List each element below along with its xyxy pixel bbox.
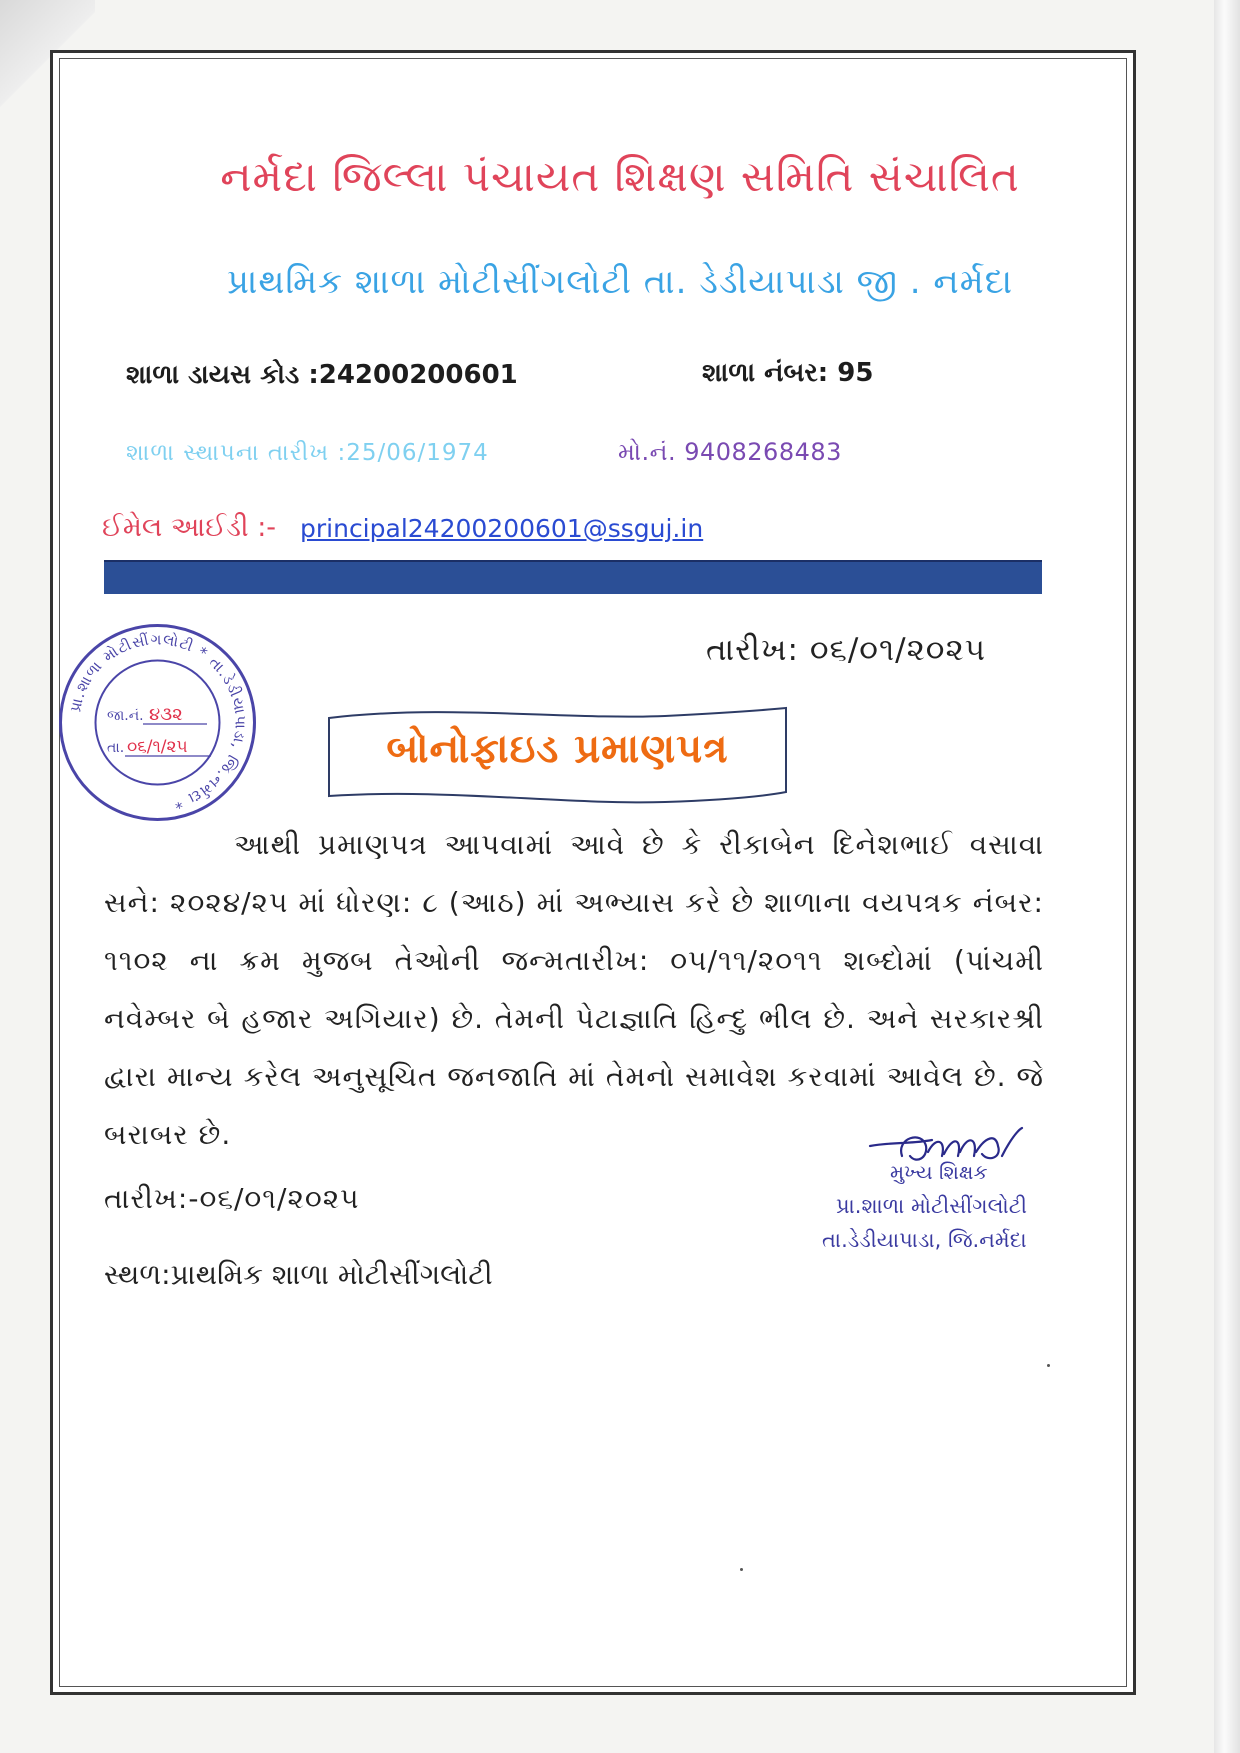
dise-code: શાળા ડાયસ કોડ :24200200601 <box>126 360 518 390</box>
stamp-date-label: તા. <box>107 740 125 756</box>
scan-speck <box>1047 1364 1050 1367</box>
established-date: શાળા સ્થાપના તારીખ :25/06/1974 <box>126 440 489 466</box>
stamp-date-value: ૦૬/૧/૨૫ <box>127 737 188 757</box>
stamp-ring-text: પ્રા.શાળા મોટીસીંગલોટી * તા.ડેડીયાપાડા, જિ.નર્મદા * <box>66 630 250 813</box>
header-divider-bar <box>104 560 1042 594</box>
mobile-number: મો.નં. 9408268483 <box>618 438 842 466</box>
stamp-inward-number: ૪૩૨ <box>149 704 183 725</box>
certificate-date: તારીખ: ૦૬/૦૧/૨૦૨૫ <box>706 632 987 668</box>
email-label: ઈમેલ આઈડી :- <box>102 512 277 543</box>
trust-heading: નર્મદા જિલ્લા પંચાયત શિક્ષણ સમિતિ સંચાલિત <box>220 152 1020 201</box>
email-link[interactable]: principal24200200601@ssguj.in <box>300 514 704 543</box>
stamp-inward-label: જા.નં. <box>107 708 144 724</box>
school-number: શાળા નંબર: 95 <box>702 358 874 388</box>
issue-date: તારીખ:-૦૬/૦૧/૨૦૨૫ <box>104 1182 360 1215</box>
signatory-role: મુખ્ય શિક્ષક <box>890 1160 988 1184</box>
issue-place: સ્થળ:પ્રાથમિક શાળા મોટીસીંગલોટી <box>104 1258 493 1291</box>
signatory-school: પ્રા.શાળા મોટીસીંગલોટી <box>836 1194 1027 1218</box>
scan-speck <box>740 1568 743 1571</box>
signatory-taluka: તા.ડેડીયાપાડા, જિ.નર્મદા <box>822 1228 1027 1252</box>
certificate-body: આથી પ્રમાણપત્ર આપવામાં આવે છે કે રીકાબેન દિનેશભાઈ વસાવા સને: ૨૦૨૪/૨૫ માં ધોરણ: ૮ (આઠ) માં અભ્યાસ કરે છે શાળાના વયપત્રક નંબર: ૧૧૦૨ ના ક્રમ મુજબ તેઓની જન્મતારીખ: ૦૫/૧૧/૨૦૧૧ શબ્દોમાં (પાંચમી નવેમ્બર બે હજાર અગિયાર) છે. તેમની પેટાજ્ઞાતિ હિન્દુ ભીલ છે. અને સરકારશ્રી દ્વારા માન્ય કરેલ અનુસૂચિત જનજાતિ માં તેમનો સમાવેશ કરવામાં આવેલ છે. જે બરાબર છે. <box>104 828 1044 1151</box>
school-heading: પ્રાથમિક શાળા મોટીસીંગલોટી તા. ડેડીયાપાડા જી . નર્મદા <box>226 262 1014 302</box>
school-stamp <box>55 620 260 825</box>
certificate-title: બોનોફાઇડ પ્રમાણપત્ર <box>386 726 729 772</box>
